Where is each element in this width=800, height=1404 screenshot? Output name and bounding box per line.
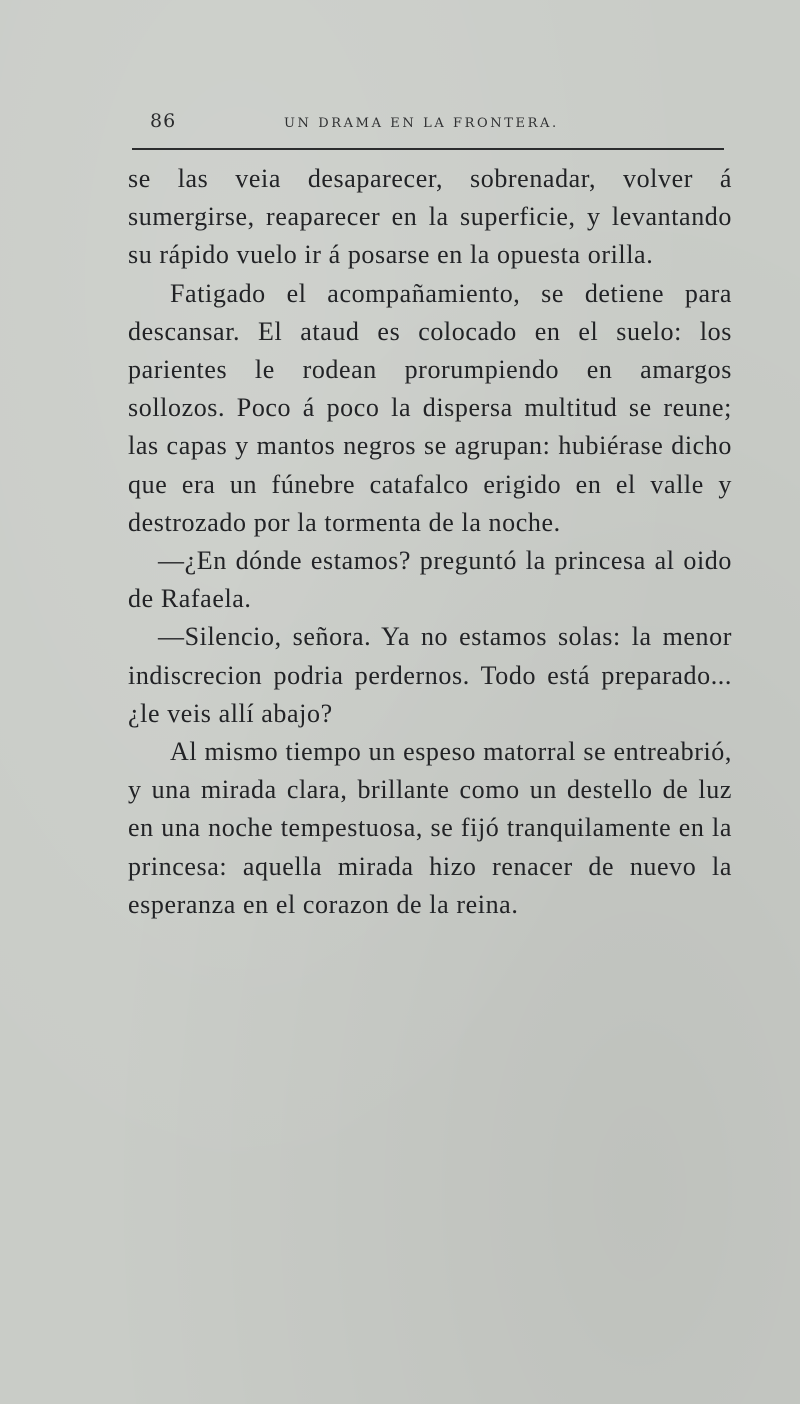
running-head <box>150 110 730 138</box>
paragraph-2: Fatigado el acompañamiento, se detiene para descansar. El ataud es colocado en el suelo: los parientes le rodean prorumpiendo en amargos sollozos. Poco á poco la dispersa multitud se reune; las capas y mantos negros se agrupan: hubiérase dicho que era un fúnebre catafalco erigido en el valle y destrozado por la tormenta de la noche. <box>128 278 732 537</box>
paragraph-3: —¿En dónde estamos? preguntó la princesa al oido de Rafaela. <box>128 546 732 614</box>
paragraph-1: se las veia desaparecer, sobrenadar, volver á sumergirse, reaparecer en la superficie, y levantando su rápido vuelo ir á posarse en la opuesta orilla. <box>128 164 732 270</box>
body-text <box>128 160 732 924</box>
header-rule <box>132 148 724 150</box>
paragraph-5: Al mismo tiempo un espeso matorral se entreabrió, y una mirada clara, brillante como un destello de luz en una noche tempestuosa, se fijó tranquilamente en la princesa: aquella mirada hizo renacer de nuevo la esperanza en el corazon de la reina. <box>128 737 732 919</box>
running-title: UN DRAMA EN LA FRONTERA. <box>284 116 559 131</box>
page-number: 86 <box>150 110 177 132</box>
paragraph-4: —Silencio, señora. Ya no estamos solas: la menor indiscrecion podria perdernos. Todo está preparado... ¿le veis allí abajo? <box>128 622 732 728</box>
